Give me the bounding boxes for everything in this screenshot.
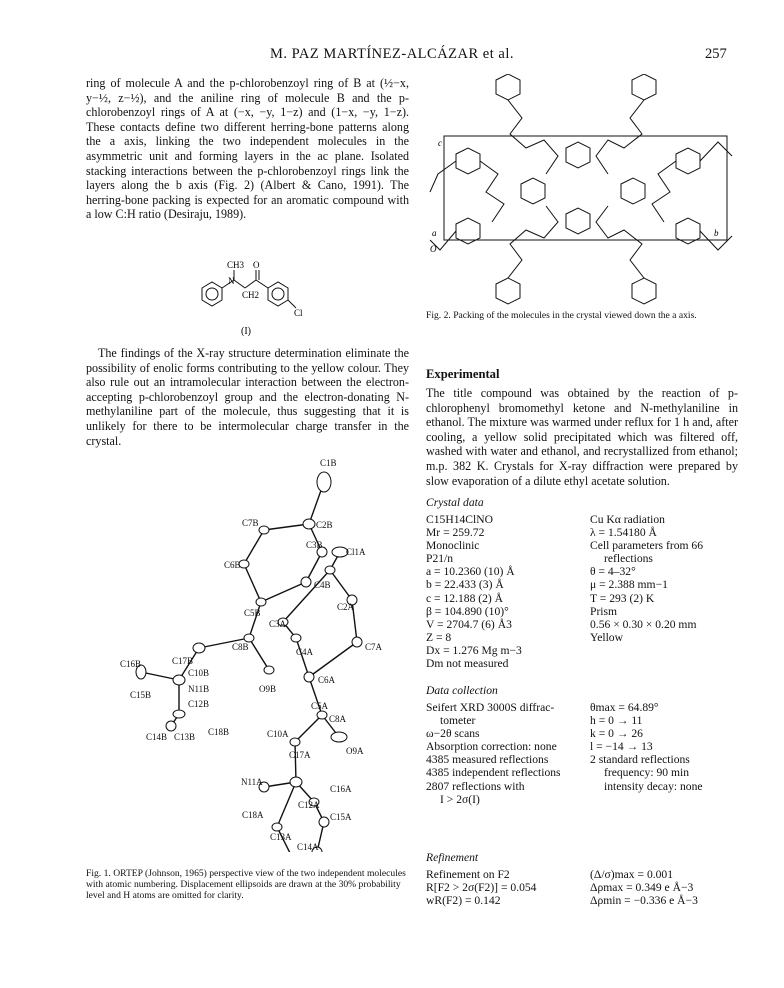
crystal-data-item: θ = 4–32° — [590, 565, 636, 579]
data-collection-item: h = 0 → 11 — [590, 714, 643, 728]
experimental-text — [426, 386, 738, 488]
data-collection-item: ω−2θ scans — [426, 727, 480, 741]
fig2-packing-diagram — [426, 74, 738, 308]
atom-label: O9A — [346, 746, 364, 756]
crystal-data-item: P21/n — [426, 552, 454, 566]
atom-label: C8A — [329, 714, 347, 724]
atom-label: C10A — [267, 729, 289, 739]
data-collection-item: Seifert XRD 3000S diffrac- — [426, 701, 555, 714]
crystal-data-item: Cell parameters from 66 — [590, 539, 703, 553]
atom-label: C5B — [244, 608, 261, 618]
crystal-data-item: Cu Kα radiation — [590, 513, 665, 526]
scheme-cl: Cl — [294, 308, 303, 318]
atom-label: Cl1A — [346, 547, 366, 557]
atom-label: C7B — [242, 518, 259, 528]
atom-label: C6A — [318, 675, 336, 685]
refinement-item: Δρmax = 0.349 e Å−3 — [590, 881, 694, 895]
body-paragraph-1 — [86, 76, 409, 222]
origin-label: O — [430, 244, 437, 254]
crystal-data-item: 0.56 × 0.30 × 0.20 mm — [590, 617, 697, 631]
fig1-bonds — [141, 482, 357, 852]
data-collection-item: 2807 reflections with — [426, 779, 525, 793]
crystal-data-item: reflections — [604, 552, 653, 566]
atom-label: C10B — [188, 668, 210, 678]
atom-label: C3B — [306, 540, 323, 550]
atom-label: C7A — [365, 642, 383, 652]
fig1-ortep-drawing — [84, 452, 414, 852]
atom-label: C8B — [232, 642, 249, 652]
fig2-caption — [426, 310, 738, 321]
atom-label: C18A — [242, 810, 264, 820]
atom-label: C16B — [120, 659, 142, 669]
data-collection-item: l = −14 → 13 — [590, 740, 653, 754]
data-collection-right — [590, 701, 740, 806]
caption-text: Fig. 1. ORTEP (Johnson, 1965) perspective view of the two independent molecules with atomic numbering. Displacement ellipsoids are drawn at the 30% probability level and H atoms are omitted for clarity. — [86, 868, 406, 901]
crystal-data-item: V = 2704.7 (6) Å3 — [426, 617, 512, 631]
scheme-number: (I) — [241, 326, 251, 337]
crystal-data-item — [590, 644, 740, 657]
crystal-data-item: Z = 8 — [426, 630, 452, 644]
atom-label: C18B — [208, 727, 230, 737]
atom-label: C2A — [337, 602, 355, 612]
atom-label: C16A — [330, 784, 352, 794]
experimental-heading: Experimental — [426, 367, 500, 381]
data-collection-item: 4385 measured reflections — [426, 753, 549, 767]
fig1-atom-labels — [120, 458, 383, 852]
body-paragraph-2 — [86, 346, 409, 448]
atom-label: N11B — [188, 684, 210, 694]
atom-label: C1B — [320, 458, 337, 468]
refinement-item: Δρmin = −0.336 e Å−3 — [590, 894, 698, 908]
crystal-data-left — [426, 513, 576, 670]
refinement-item: R[F2 > 2σ(F2)] = 0.054 — [426, 881, 537, 895]
crystal-data-heading: Crystal data — [426, 496, 484, 509]
data-collection-item: I > 2σ(I) — [440, 792, 480, 806]
data-collection-item: frequency: 90 min — [604, 766, 689, 780]
crystal-data-item: μ = 2.388 mm−1 — [590, 578, 668, 592]
data-collection-item: 2 standard reflections — [590, 753, 690, 767]
crystal-data-item: b = 22.433 (3) Å — [426, 578, 504, 592]
axis-label-c: c — [438, 138, 442, 148]
atom-label: C5A — [311, 701, 329, 711]
data-collection-item: tometer — [440, 714, 476, 728]
running-title: M. PAZ MARTÍNEZ-ALCÁZAR et al. — [270, 46, 514, 62]
crystal-data-item — [590, 657, 740, 670]
crystal-data-item: C15H14ClNO — [426, 513, 493, 526]
crystal-data-item: Monoclinic — [426, 539, 480, 553]
scheme-ch3: CH3 — [227, 260, 245, 270]
paragraph-text: The findings of the X-ray structure determination eliminate the possibility of enolic forms contributing to the yellow colour. They also rule out an intramolecular interaction between the electron-accepting p-chlorobenzoyl group and the electron-donating N-methylaniline part of the molecule, thus suggesting that it is unlikely for there to be intermolecular charge transfer in the crystal. — [86, 346, 409, 448]
fig1-caption — [86, 868, 416, 901]
data-collection-item: Absorption correction: none — [426, 740, 557, 754]
refinement-heading: Refinement — [426, 851, 479, 864]
data-collection-item: intensity decay: none — [604, 779, 703, 793]
crystal-data-item: λ = 1.54180 Å — [590, 526, 657, 540]
crystal-data-right — [590, 513, 740, 670]
refinement-item: Refinement on F2 — [426, 868, 510, 881]
atom-label: C17A — [289, 750, 311, 760]
atom-label: C15B — [130, 690, 152, 700]
crystal-data-item: Yellow — [590, 630, 623, 644]
atom-label: O9B — [259, 684, 277, 694]
axis-label-b: b — [714, 228, 719, 238]
atom-label: C12A — [298, 800, 320, 810]
atom-label: C14B — [146, 732, 168, 742]
atom-label: C3A — [269, 619, 287, 629]
atom-label: C15A — [330, 812, 352, 822]
atom-label: C4A — [296, 647, 314, 657]
caption-text: Fig. 2. Packing of the molecules in the crystal viewed down the a axis. — [426, 310, 697, 321]
crystal-data-item: a = 10.2360 (10) Å — [426, 565, 515, 579]
refinement-item: (Δ/σ)max = 0.001 — [590, 868, 674, 881]
scheme-ch2: CH2 — [242, 290, 260, 300]
page-number: 257 — [705, 46, 727, 62]
data-collection-item: θmax = 64.89° — [590, 701, 659, 714]
chemical-scheme — [190, 258, 320, 338]
atom-label: C14A — [297, 842, 319, 852]
crystal-data-item: β = 104.890 (10)° — [426, 604, 509, 618]
data-collection-left — [426, 701, 586, 806]
axis-label-a: a — [432, 228, 437, 238]
crystal-data-item: Dm not measured — [426, 657, 509, 671]
atom-label: C17B — [172, 656, 194, 666]
atom-label: C12B — [188, 699, 210, 709]
data-collection-item: k = 0 → 26 — [590, 727, 643, 741]
crystal-data-item: Mr = 259.72 — [426, 526, 485, 540]
data-collection-heading: Data collection — [426, 684, 498, 697]
atom-label: C13B — [174, 732, 196, 742]
crystal-data-item: T = 293 (2) K — [590, 591, 655, 605]
refinement-item: wR(F2) = 0.142 — [426, 894, 501, 908]
paragraph-text: ring of molecule A and the p-chlorobenzoyl ring of B at (½−x, y−½, z−½), and the aniline ring of molecule B and the p-chlorobenzoyl rings of A at (−x, −y, 1−z) and (1−x, −y, 1−z). These contacts define two different herring-bone patterns along the a axis, linking the two independent molecules in the asymmetric unit and forming layers in the ac plane. Isolated stacking interactions between the p-chlorobenzoyl rings link the layers along the b axis (Fig. 2) (Albert & Cano, 1991). The herring-bone packing is expected for an aromatic compound with a low C:H ratio (Desiraju, 1989). — [86, 76, 409, 222]
paragraph-text: The title compound was obtained by the reaction of p-chlorophenyl bromomethyl ketone and N-methylaniline in ethanol. The mixture was warmed under reflux for 1 h and, after cooling, a yellow solid precipitated which was filtered off, washed with water and ethanol, and recrystallized from ethanol; m.p. 382 K. Crystals for X-ray diffraction were prepared by slow evaporation of a dilute ethyl acetate solution. — [426, 386, 738, 488]
data-collection-item — [590, 793, 740, 806]
unit-cell-box — [444, 136, 727, 240]
crystal-data-item: c = 12.188 (2) Å — [426, 591, 504, 605]
atom-label: C4B — [314, 580, 331, 590]
crystal-data-item: Prism — [590, 604, 618, 618]
refinement-right — [590, 868, 740, 907]
scheme-n: N — [228, 276, 235, 286]
atom-label: N11A — [241, 777, 263, 787]
data-collection-item: 4385 independent reflections — [426, 766, 561, 780]
atom-label: C6B — [224, 560, 241, 570]
crystal-data-item: Dx = 1.276 Mg m−3 — [426, 643, 522, 657]
refinement-left — [426, 868, 586, 907]
atom-label: C13A — [270, 832, 292, 842]
atom-label: C2B — [316, 520, 333, 530]
scheme-o: O — [253, 260, 260, 270]
